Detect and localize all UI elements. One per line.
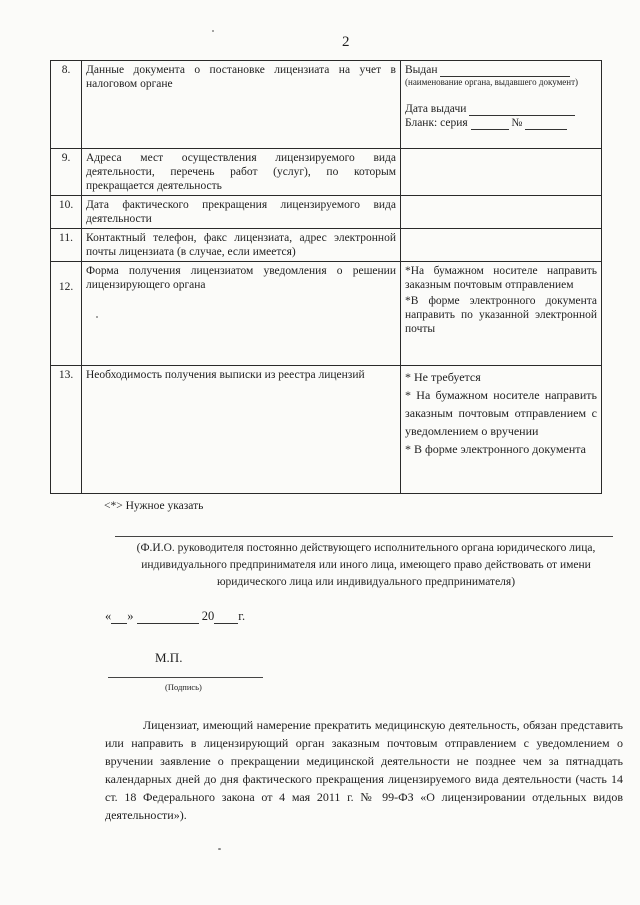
- scan-speck: [96, 316, 98, 318]
- table-row: [51, 366, 602, 494]
- number-sign-label: №: [511, 117, 523, 129]
- row-value-empty: [401, 149, 602, 196]
- number-blank-line: [525, 129, 567, 130]
- notice-paragraph: Лицензиат, имеющий намерение прекратить медицинскую деятельность, обязан представить или направить в лицензирующий орган заказным почтовым отправлением с уведомлением о вручении заявление о прекращении медицинской деятельности не позднее чем за пятнадцать календарных дней до дня фактического прекращения лицензируемого вида деятельности (часть 14 ст. 18 Федерального закона от 4 мая 2011 г. № 99-ФЗ «О лицензировании отдельных видов деятельности»).: [105, 718, 623, 822]
- blank-series-field: [405, 116, 597, 130]
- row-description: Дата фактического прекращения лицензируемого вида деятельности: [82, 196, 401, 229]
- row-description: Форма получения лицензиатом уведомления о решении лицензирующего органа: [82, 262, 401, 366]
- year-suffix: г.: [238, 609, 246, 623]
- year-blank-line: [214, 623, 238, 624]
- stamp-label: М.П.: [155, 650, 183, 665]
- row-value-empty: [401, 196, 602, 229]
- option-not-required: * Не требуется: [405, 370, 481, 384]
- issued-label: Выдан: [405, 64, 438, 76]
- date-open-quote: «: [105, 609, 112, 623]
- row-description: Необходимость получения выписки из реестра лицензий: [82, 366, 401, 494]
- issued-caption: (наименование органа, выдавшего документ): [405, 77, 579, 87]
- date-line: [105, 609, 245, 624]
- row-description: Контактный телефон, факс лицензиата, адрес электронной почты лицензиата (в случае, если имеется): [82, 229, 401, 262]
- issue-date-field: [405, 102, 597, 116]
- row-number: 9.: [51, 149, 82, 196]
- row-value-empty: [401, 229, 602, 262]
- signatory-caption: (Ф.И.О. руководителя постоянно действующего исполнительного органа юридического лица, индивидуального предпринимателя или иного лица, имеющего право действовать от имени юридического лица или индивидуального предпринимателя): [136, 542, 596, 588]
- page-number: 2: [342, 34, 350, 50]
- signatory-name-line: [115, 536, 613, 537]
- row-value-notification-form: [401, 262, 602, 366]
- blank-series-label: Бланк: серия: [405, 117, 468, 129]
- option-paper-mail: *На бумажном носителе направить заказным почтовым отправлением: [405, 265, 597, 291]
- option-electronic: * В форме электронного документа: [405, 442, 586, 456]
- date-close-quote: »: [127, 609, 134, 623]
- footnote: <*> Нужное указать: [104, 500, 204, 512]
- table-row: [51, 61, 602, 149]
- row-number: 8.: [51, 61, 82, 149]
- row-number: 12.: [51, 262, 82, 366]
- row-description: Данные документа о постановке лицензиата на учет в налоговом органе: [82, 61, 401, 149]
- option-paper-mail: * На бумажном носителе направить заказным почтовым отправлением с уведомлением о вручении: [405, 388, 597, 438]
- row-description: Адреса мест осуществления лицензируемого вида деятельности, перечень работ (услуг), по которым прекращается деятельность: [82, 149, 401, 196]
- year-prefix: 20: [201, 609, 215, 623]
- scan-speck: [218, 848, 221, 850]
- month-blank-line: [137, 623, 199, 624]
- series-blank-line: [471, 129, 509, 130]
- row-number: 10.: [51, 196, 82, 229]
- application-form-table: [50, 60, 602, 494]
- signature-line: [108, 677, 263, 678]
- table-row: [51, 196, 602, 229]
- issued-by-field: [405, 63, 597, 77]
- row-value-registry-extract: [401, 366, 602, 494]
- row-value-tax-document: [401, 61, 602, 149]
- table-row: [51, 262, 602, 366]
- row-number: 11.: [51, 229, 82, 262]
- table-row: [51, 149, 602, 196]
- issue-date-label: Дата выдачи: [405, 103, 467, 115]
- table-row: [51, 229, 602, 262]
- scan-speck: [212, 30, 214, 32]
- day-blank-line: [111, 623, 127, 624]
- signature-label: (Подпись): [165, 682, 202, 692]
- row-number: 13.: [51, 366, 82, 494]
- option-electronic: *В форме электронного документа направить по указанной электронной почты: [405, 295, 597, 335]
